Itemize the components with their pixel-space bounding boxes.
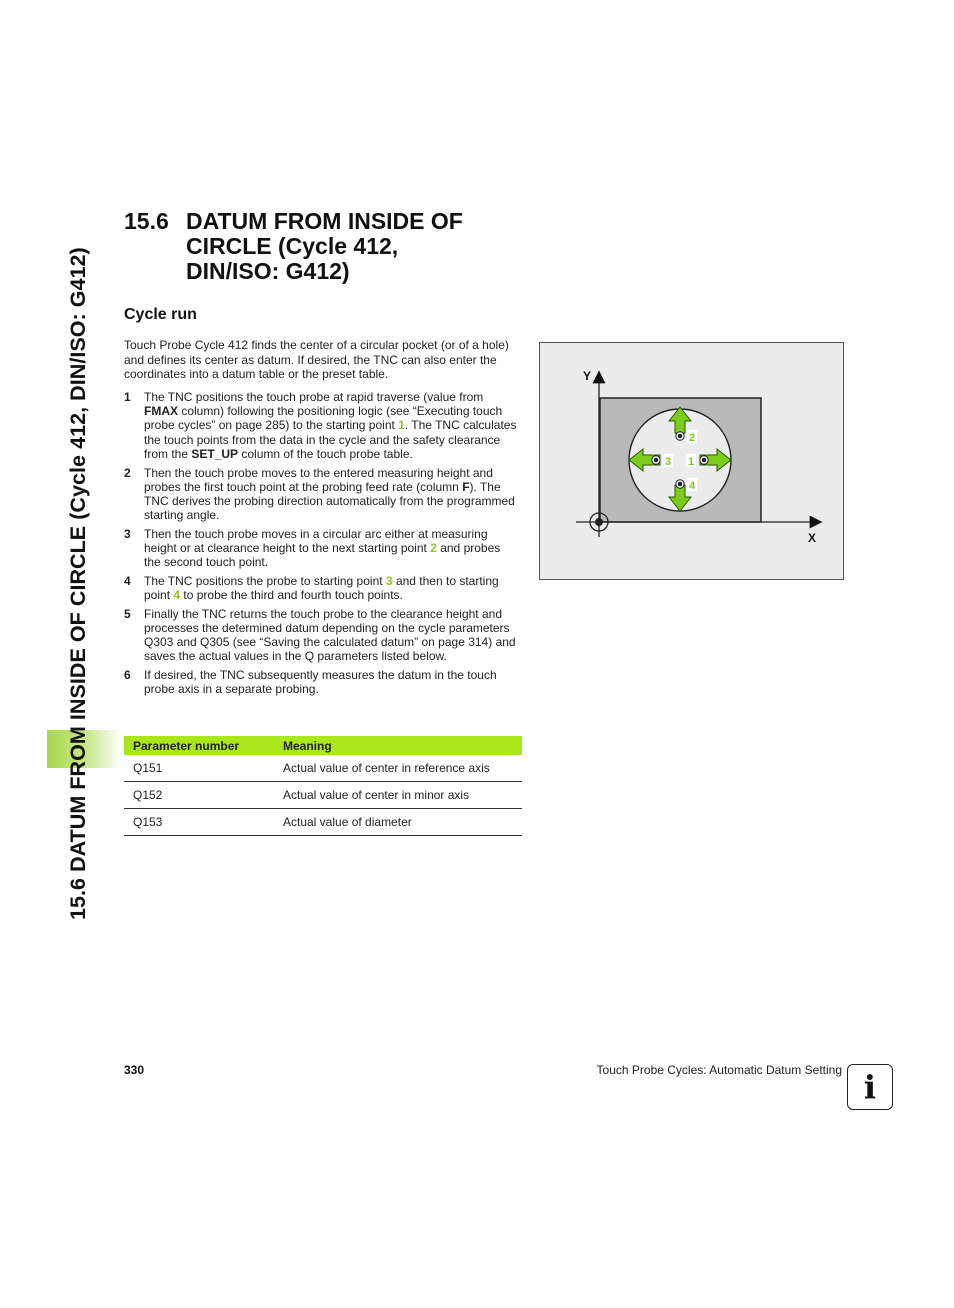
list-item: 2 Then the touch probe moves to the entered measuring height and probes the first touch point at the probing feed rate (column F). The TNC derives the probing direction automatically from the programmed starting angle. — [124, 465, 515, 523]
point-label-3: 3 — [665, 456, 672, 468]
column-header: Parameter number — [124, 736, 274, 755]
chapter-title: Touch Probe Cycles: Automatic Datum Setting — [596, 1063, 842, 1077]
column-header: Meaning — [274, 736, 522, 755]
table-row — [124, 782, 522, 809]
cycle-run-heading: Cycle run — [124, 306, 197, 323]
point-label-2: 2 — [689, 432, 696, 444]
step-list — [124, 390, 520, 701]
list-item: 5 Finally the TNC returns the touch probe to the clearance height and processes the determined datum depending on the cycle parameters Q303 and Q305 (see “Saving the calculated datum” on page 314) and saves the actual values in the Q parameters listed below. — [124, 606, 516, 664]
list-item: 4 The TNC positions the probe to starting point 3 and then to starting point 4 to probe the third and fourth touch points. — [124, 573, 499, 603]
table-cell: Actual value of center in reference axis — [274, 755, 522, 782]
table-cell: Q151 — [124, 755, 274, 782]
section-number: 15.6 — [124, 208, 169, 234]
diagram-svg — [540, 343, 843, 579]
point-ref: 1 — [398, 418, 405, 433]
table-row — [124, 809, 522, 836]
point-ref: 2 — [430, 541, 437, 556]
point-label-4: 4 — [689, 480, 696, 492]
section-title-line-1: DATUM FROM INSIDE OF — [186, 208, 463, 234]
point-label-1: 1 — [688, 456, 695, 468]
table-cell: Q152 — [124, 782, 274, 809]
cycle-diagram — [539, 342, 844, 580]
table-cell: Q153 — [124, 809, 274, 836]
page-number: 330 — [124, 1063, 145, 1077]
intro-paragraph: Touch Probe Cycle 412 finds the center of a circular pocket (or of a hole) and defines its center as datum. If desired, the TNC can also enter the coordinates into a datum table or the preset table. — [124, 338, 509, 381]
section-title-line-2: CIRCLE (Cycle 412, — [186, 233, 399, 259]
parameter-table — [124, 736, 522, 836]
table-cell: Actual value of diameter — [274, 809, 522, 836]
axis-label-x: X — [808, 531, 817, 545]
section-title-line-3: DIN/ISO: G412) — [186, 258, 350, 284]
point-ref: 4 — [173, 588, 181, 603]
table-cell: Actual value of center in minor axis — [274, 782, 522, 809]
list-item: 1 The TNC positions the touch probe at rapid traverse (value from FMAX column) following the positioning logic (see “Executing touch probe cycles” on page 285) to the starting point 1. The TNC calculates the touch points from the data in the cycle and the safety clearance from the SET_UP column of the touch probe table. — [124, 390, 517, 461]
page-title — [124, 209, 524, 284]
list-item: 6 If desired, the TNC subsequently measures the datum in the touch probe axis in a separate probing. — [124, 668, 497, 697]
info-icon: i — [847, 1064, 893, 1110]
side-title: 15.6 DATUM FROM INSIDE OF CIRCLE (Cycle 412, DIN/ISO: G412) — [66, 247, 90, 920]
point-ref: 3 — [385, 573, 393, 588]
list-item: 3 Then the touch probe moves in a circular arc either at measuring height or at clearance height to the next starting point 2 and probes the second touch point. — [124, 526, 501, 570]
table-row — [124, 755, 522, 782]
table-header-row — [124, 736, 522, 755]
axis-label-y: Y — [583, 369, 592, 383]
